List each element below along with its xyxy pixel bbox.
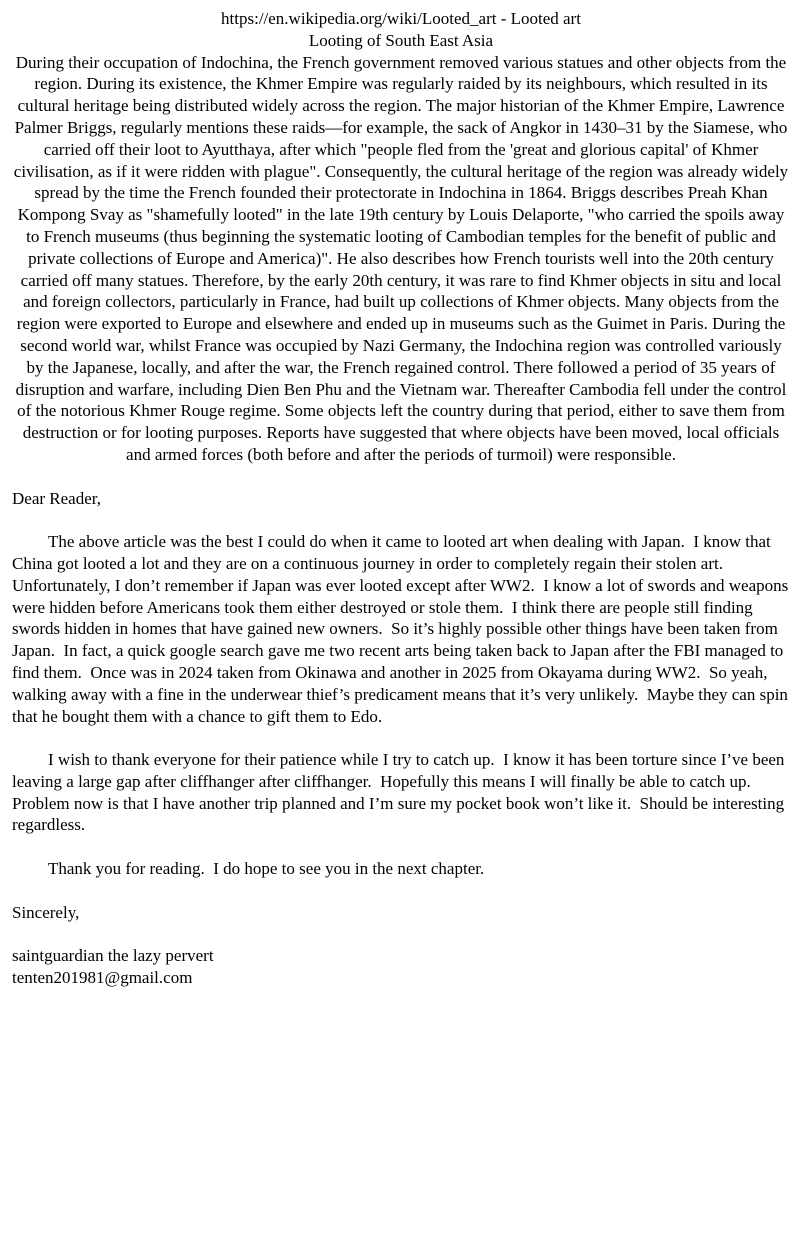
signature-name: saintguardian the lazy pervert — [12, 946, 214, 966]
signature-block — [12, 945, 790, 989]
source-url-line: https://en.wikipedia.org/wiki/Looted_art - Looted art — [221, 9, 581, 28]
letter-paragraph: I wish to thank everyone for their patience while I try to catch up. I know it has been torture since I’ve been leaving a large gap after cliffhanger after cliffhanger. Hopefully this means I will finally be able to catch up. Problem now is that I have another trip planned and I’m sure my pocket book won’t like it. Should be interesting regardless. — [12, 750, 789, 835]
letter-paragraph: The above article was the best I could do when it came to looted art when dealing with Japan. I know that China got looted a lot and they are on a continuous journey in order to completely regain their stolen art. Unfortunately, I don’t remember if Japan was ever looted except after WW2. I know a lot of swords and weapons were hidden before Americans took them either destroyed or stole them. I think there are people still finding swords hidden in homes that have gained new owners. So it’s highly possible other things have been taken from Japan. In fact, a quick google search gave me two recent arts being taken back to Japan after the FBI managed to find them. Once was in 2024 taken from Okinawa and another in 2025 from Okayama during WW2. So yeah, walking away with a fine in the underwear thief’s predicament means that it’s very unlikely. Maybe they can spin that he bought them with a chance to gift them to Edo. — [12, 532, 793, 726]
salutation: Dear Reader, — [12, 488, 101, 508]
article-body: During their occupation of Indochina, the French government removed various statues and other objects from the region. During its existence, the Khmer Empire was regularly raided by its neighbours, which resulted in its cultural heritage being distributed widely across the region. The major historian of the Khmer Empire, Lawrence Palmer Briggs, regularly mentions these raids—for example, the sack of Angkor in 1430–31 by the Siamese, who carried off their loot to Ayutthaya, after which "people fled from the 'great and glorious capital' of Khmer civilisation, as if it were ridden with plague". Consequently, the cultural heritage of the region was already widely spread by the time the French founded their protectorate in Indochina in 1864. Briggs describes Preah Khan Kompong Svay as "shamefully looted" in the late 19th century by Louis Delaporte, "who carried the spoils away to French museums (thus beginning the systematic looting of Cambodian temples for the benefit of public and private collections of Europe and America)". He also describes how French tourists well into the 20th century carried off many statues. Therefore, by the early 20th century, it was rare to find Khmer objects in situ and local and foreign collectors, particularly in France, had built up collections of Khmer objects. Many objects from the region were exported to Europe and elsewhere and ended up in museums such as the Guimet in Paris. During the second world war, whilst France was occupied by Nazi Germany, the Indochina region was controlled variously by the Japanese, locally, and after the war, the French regained control. There followed a period of 35 years of disruption and warfare, including Dien Ben Phu and the Vietnam war. Thereafter Cambodia fell under the control of the notorious Khmer Rouge regime. Some objects left the country during that period, either to save them from destruction or for looting purposes. Reports have suggested that where objects have been moved, local officials and armed forces (both before and after the periods of turmoil) were responsible. — [13, 52, 789, 464]
signature-email: tenten201981@gmail.com — [12, 968, 193, 988]
letter-paragraph: Thank you for reading. I do hope to see you in the next chapter. — [48, 859, 485, 879]
article-title: Looting of South East Asia — [308, 30, 494, 50]
closing: Sincerely, — [12, 902, 80, 922]
author-note — [12, 488, 793, 989]
